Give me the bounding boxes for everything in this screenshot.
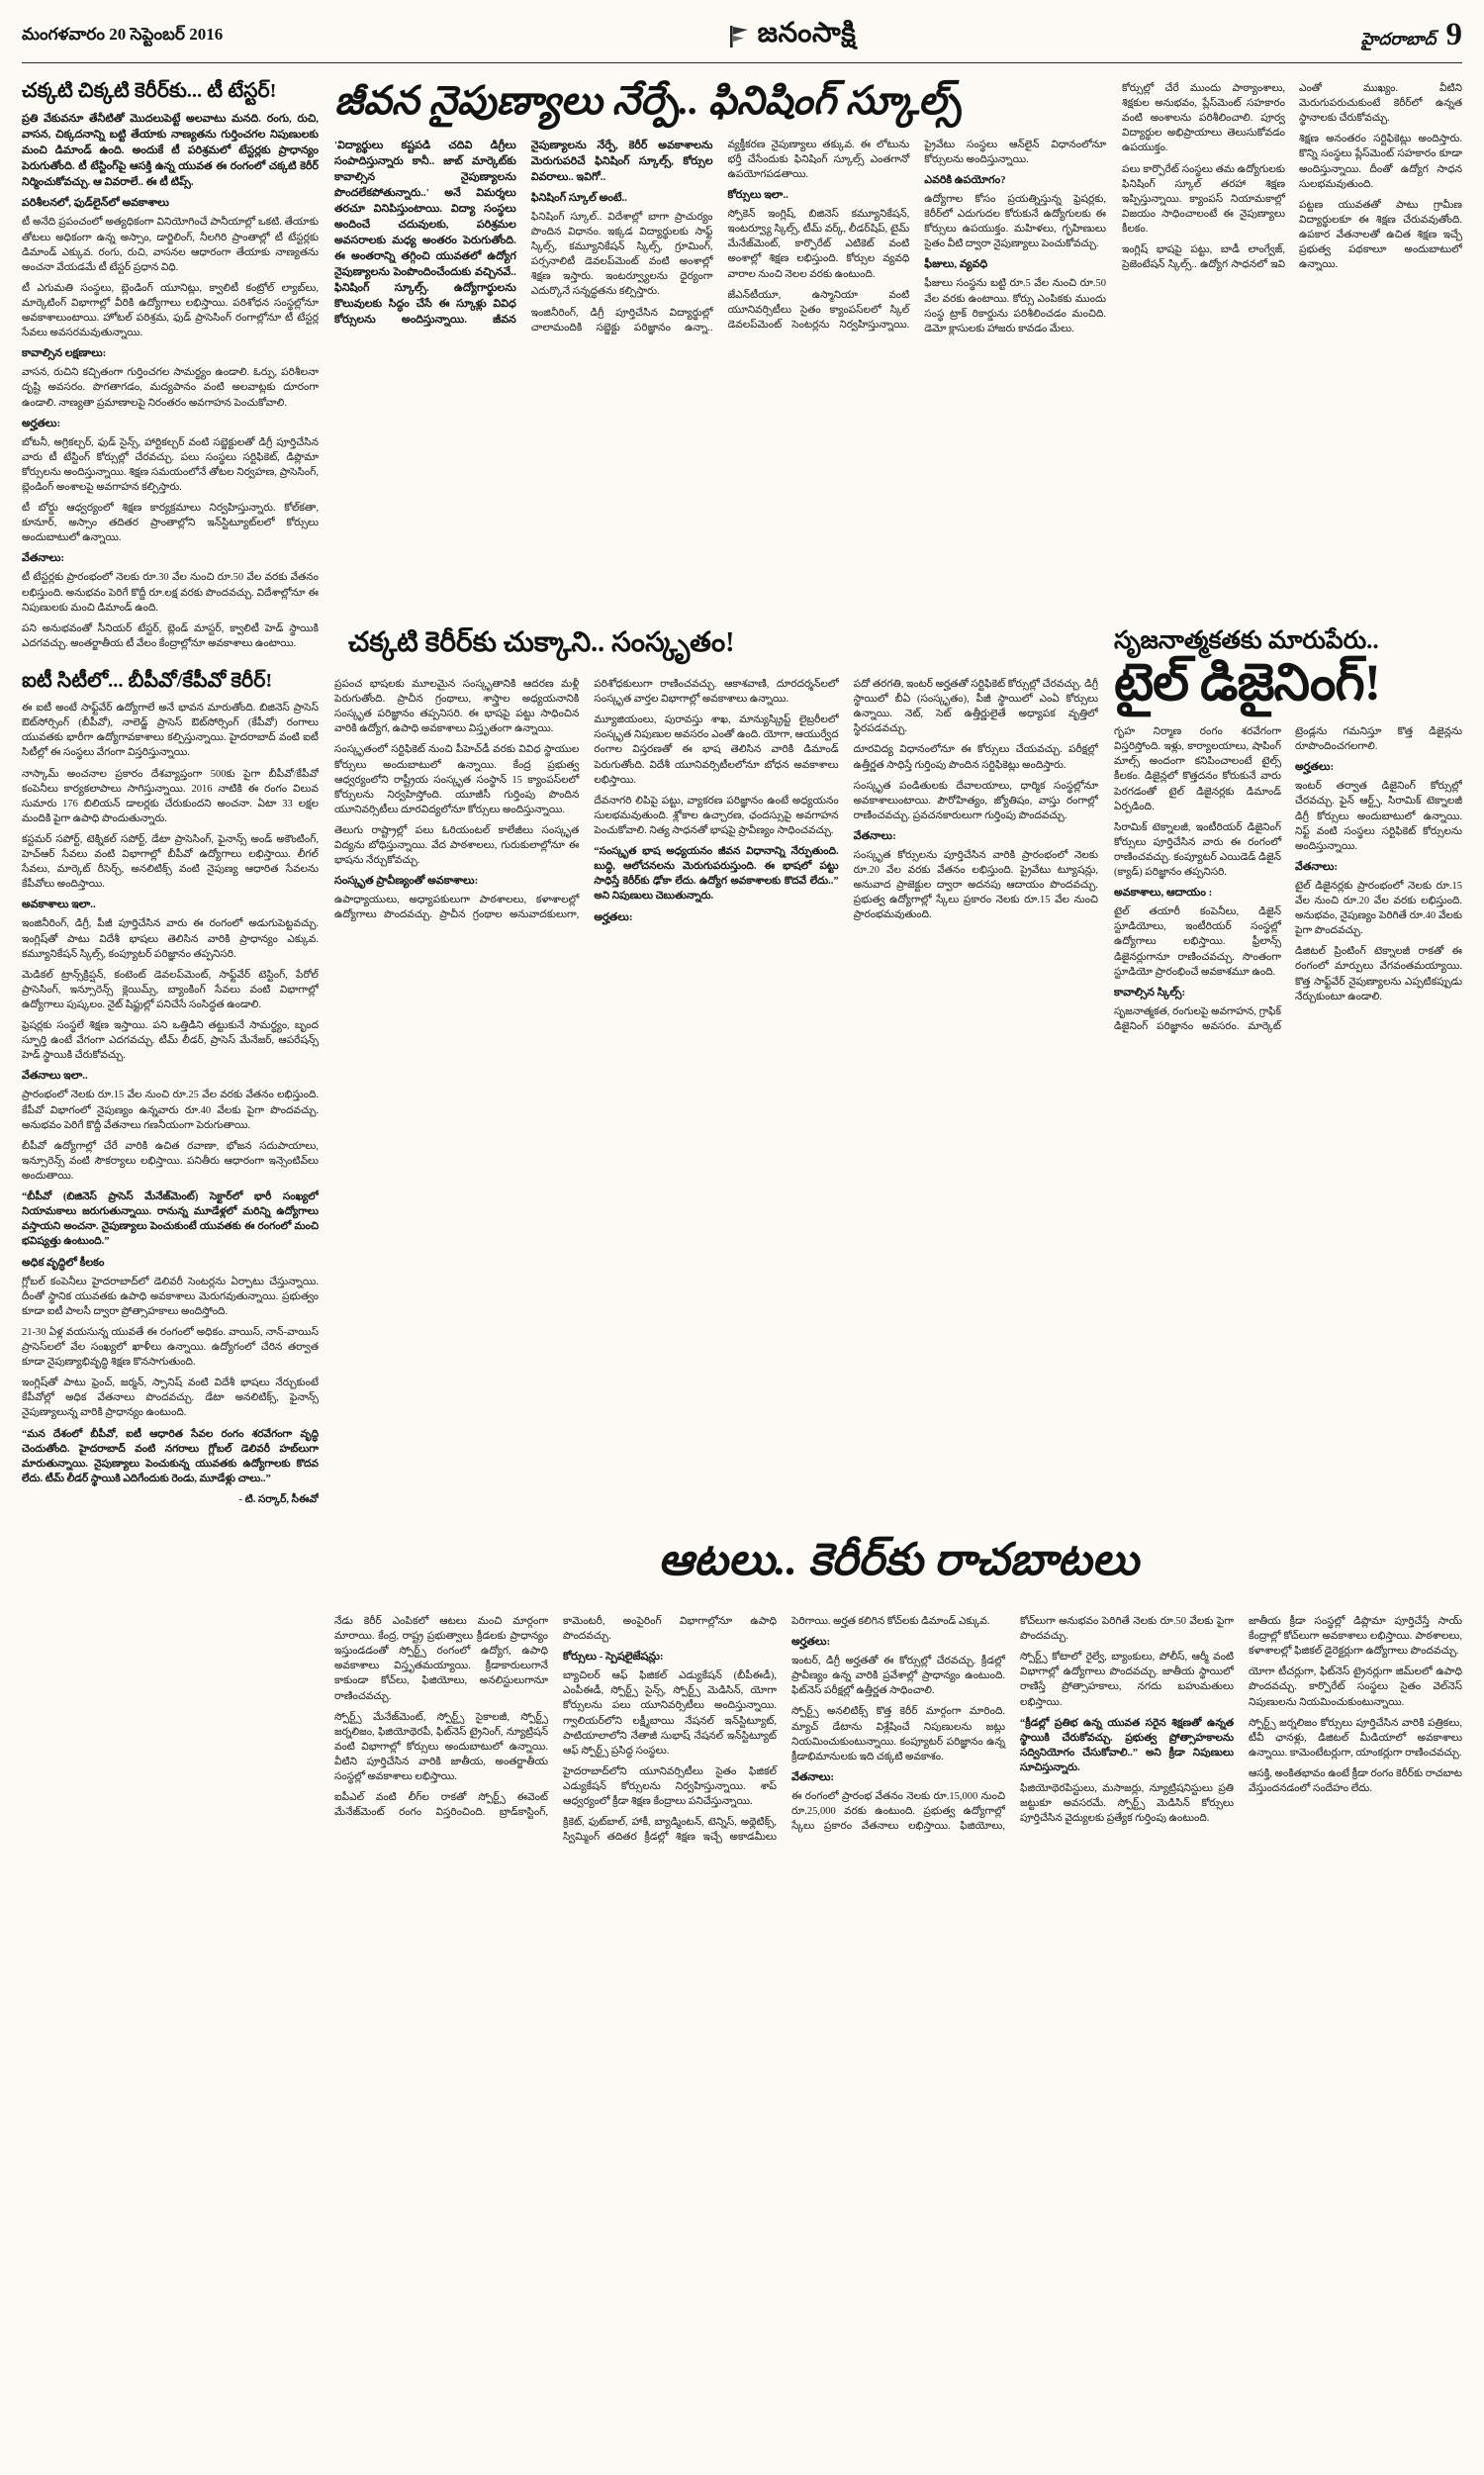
subhead: అర్హతలు: [22,417,61,429]
article-sports [334,1534,1462,2394]
paragraph: ఇంగ్లిష్ భాషపై పట్టు, బాడీ లాంగ్వేజ్, ప్రెజెంటేషన్ స్కిల్స్.. ఉద్యోగ సాధనలో ఇవి ఎంతో ముఖ్యం. వీటిని మెరుగుపరుచుకుంటే కెరీర్‌లో ఉన్నత స్థానాలకు చేరుకోవచ్చు. [1122,83,1462,271]
paragraph: శిక్షణ అనంతరం సర్టిఫికెట్లు అందిస్తారు. కొన్ని సంస్థలు ప్లేస్‌మెంట్ సహకారం కూడా అందిస్తున్నాయి. దీంతో ఉద్యోగ సాధన సులభమవుతుంది. [1299,134,1462,190]
paragraph: మెడికల్ ట్రాన్స్‌క్రిప్షన్, కంటెంట్ డెవలప్‌మెంట్, సాఫ్ట్‌వేర్ టెస్టింగ్, పేరోల్ ప్రాసెసింగ్, ఇన్సూరెన్స్ క్లెయిమ్స్, బ్యాంకింగ్ సేవలు వంటి విభాగాల్లో ఉద్యోగాలు పుష్కలం. నైట్ షిఫ్టుల్లో పనిచేసే సంసిద్ధత ఉండాలి. [22,969,319,1010]
subhead: కోర్సులు - స్పెషలైజేషన్లు: [563,1651,664,1664]
paragraph: టీ టేస్టర్లకు ప్రారంభంలో నెలకు రూ.30 వేల నుంచి రూ.50 వేల వరకు వేతనం లభిస్తుంది. అనుభవం పెరిగే కొద్దీ రూ.లక్ష వరకు పొందవచ్చు. విదేశాల్లోనూ ఈ నిపుణులకు మంచి డిమాండ్ ఉంది. [22,572,319,614]
paragraph: స్పోకెన్ ఇంగ్లిష్, బిజినెస్ కమ్యూనికేషన్, ఇంటర్వ్యూ స్కిల్స్, టీమ్ వర్క్, లీడర్‌షిప్, టైమ్ మేనేజ్‌మెంట్, కార్పొరేట్ ఎటికెట్ వంటి అంశాల్లో శిక్షణ లభిస్తుంది. కోర్సుల వ్యవధి వారాల నుంచి నెలల వరకు ఉంటుంది. [727,209,910,280]
edition-block [1361,19,1462,53]
subhead: వేతనాలు: [1295,860,1339,873]
paragraph: ఫిజియోథెరపిస్టులు, మసాజర్లు, న్యూట్రిషనిస్టులు ప్రతి జట్టుకూ అవసరమే. స్పోర్ట్స్ మెడిసిన్ కోర్సులు పూర్తిచేసిన వైద్యులకు ప్రత్యేక గుర్తింపు ఉంటుంది. [1020,1783,1234,1825]
paragraph: పలు కార్పొరేట్ సంస్థలు తమ ఉద్యోగులకు ఫినిషింగ్ స్కూల్ తరహా శిక్షణ ఇప్పిస్తున్నాయి. క్యాంపస్ నియామకాల్లో విజయం సాధించాలంటే ఈ నైపుణ్యాలు కీలకం. [1122,163,1285,235]
article-tea-taster [22,79,319,651]
paragraph: సంస్కృత కోర్సులను పూర్తిచేసిన వారికి ప్రారంభంలో నెలకు రూ.20 వేల వరకు వేతనం లభిస్తుంది. ప్రైవేటు ట్యూషన్లు, అనువాద ప్రాజెక్టుల ద్వారా అదనపు ఆదాయం పొందవచ్చు. ప్రభుత్వ ఉద్యోగాల్లో స్కేలు ప్రకారం నెలకు రూ.15 వేల నుంచి ప్రారంభమవుతుంది. [853,849,1098,921]
sports-body [334,1614,1462,2394]
sports-headline: ఆటలు.. కెరీర్‌కు రాచబాటలు [658,1535,1139,1584]
page-body [22,63,1462,2453]
tea-taster-headline: చక్కటి చిక్కటి కెరీర్‌కు... టీ టేస్టర్! [22,80,277,102]
page-header [22,0,1462,63]
paragraph: పని అనుభవంతో సీనియర్ టేస్టర్, బ్లెండ్ మాస్టర్, క్వాలిటీ హెడ్ స్థాయికి ఎదగవచ్చు. అంతర్జాతీయ టీ వేలం కేంద్రాల్లోనూ అవకాశాలు ఉంటాయి. [22,622,319,649]
paragraph: డిజిటల్ ప్రింటింగ్ టెక్నాలజీ రాకతో ఈ రంగంలో మార్పులు వేగవంతమయ్యాయి. కొత్త సాఫ్ట్‌వేర్ నైపుణ్యాలను ఎప్పటికప్పుడు నేర్చుకుంటూ ఉండాలి. [1295,946,1462,1002]
paragraph: గ్లోబల్ కంపెనీలు హైదరాబాద్‌లో డెలివరీ సెంటర్లను ఏర్పాటు చేస్తున్నాయి. దీంతో స్థానిక యువతకు ఉపాధి అవకాశాలు మెరుగవుతున్నాయి. ప్రభుత్వం కూడా ఐటీ పాలసీ ద్వారా ప్రోత్సాహకాలు అందిస్తోంది. [22,1276,319,1317]
subhead: అర్హతలు: [594,910,633,923]
paragraph: టైల్ డిజైనర్లకు ప్రారంభంలో నెలకు రూ.15 వేల నుంచి రూ.20 వేల వరకు లభిస్తుంది. అనుభవం, నైపుణ్యం పెరిగితే రూ.40 వేలకు పైగా పొందవచ్చు. [1295,880,1462,937]
subhead: ఫీజులు, వ్యవధి [924,258,988,271]
paragraph: నేడు కెరీర్ ఎంపికలో ఆటలు మంచి మార్గంగా మారాయి. కేంద్ర, రాష్ట్ర ప్రభుత్వాలు క్రీడలకు ప్రాధాన్యం ఇస్తుండడంతో స్పోర్ట్స్ రంగంలో ఉద్యోగ, ఉపాధి అవకాశాలు విస్తృతమయ్యాయి. క్రీడాకారులుగానే కాకుండా కోచ్‌లు, ఫిజియోలు, అనలిస్టులుగానూ రాణించవచ్చు. [334,1616,548,1702]
subhead: అర్హతలు: [1295,761,1335,774]
subhead: సంస్కృత ప్రావీణ్యంతో అవకాశాలు: [334,875,479,888]
paragraph: నాస్కామ్ అంచనాల ప్రకారం దేశవ్యాప్తంగా 500కు పైగా బీపీవో/కేపీవో కంపెనీలు కార్యకలాపాలు సాగిస్తున్నాయి. 2016 నాటికి ఈ రంగం విలువ సుమారు 176 బిలియన్ డాలర్లకు చేరుకుందని అంచనా. ఏటా 33 లక్షల మందికి పైగా ఉపాధి పొందుతున్నారు. [22,768,319,824]
subhead: అవకాశాలు, ఆదాయం : [1114,887,1213,900]
paragraph: ఉద్యోగాల కోసం ప్రయత్నిస్తున్న ఫ్రెషర్లకు, కెరీర్‌లో ఎదుగుదల కోరుకునే ఉద్యోగులకు ఈ కోర్సులు ఉపయుక్తం. మహిళలు, గృహిణులు సైతం వీటి ద్వారా నైపుణ్యాలు పెంచుకోవచ్చు. [924,194,1106,250]
finishing-headline: జీవన నైపుణ్యాలు నేర్పే.. ఫినిషింగ్ స్కూల్స్ [334,78,962,123]
paragraph: సిరామిక్ టెక్నాలజీ, ఇంటీరియర్ డిజైనింగ్ కోర్సులు పూర్తిచేసిన వారు ఈ రంగంలో రాణించవచ్చు. కంప్యూటర్ ఎయిడెడ్ డిజైన్ (క్యాడ్) పరిజ్ఞానం తప్పనిసరి. [1114,821,1281,879]
paragraph: 21-30 ఏళ్ల వయసున్న యువతే ఈ రంగంలో అధికం. వాయిస్, నాన్-వాయిస్ ప్రాసెస్‌లలో వేల సంఖ్యలో ఖాళీలు ఉన్నాయి. ఉద్యోగంలో చేరిన తర్వాత కూడా నైపుణ్యాభివృద్ధి శిక్షణ కొనసాగుతుంది. [22,1326,319,1369]
paragraph: ఈ రంగంలో ప్రారంభ వేతనం నెలకు రూ.15,000 నుంచి రూ.25,000 వరకు ఉంటుంది. ప్రభుత్వ ఉద్యోగాల్లో స్కేలు ప్రకారం వేతనాలు లభిస్తాయి. ఫిజియోలు, కోచ్‌లుగా అనుభవం పెరిగితే నెలకు రూ.50 వేలకు పైగా పొందవచ్చు. [791,1616,1234,1833]
subhead: వేతనాలు: [22,552,65,565]
paragraph: సంస్కృతంలో సర్టిఫికెట్ నుంచి పీహెచ్‌డీ వరకు వివిధ స్థాయుల కోర్సులు అందుబాటులో ఉన్నాయి. కేంద్ర ప్రభుత్వ ఆధ్వర్యంలోని రాష్ట్రీయ సంస్కృత సంస్థాన్ 15 క్యాంపస్‌లలో కోర్సులను నిర్వహిస్తోంది. యూజీసీ గుర్తింపు పొందిన యూనివర్సిటీలు దూరవిద్యలోనూ కోర్సులు అందిస్తున్నాయి. [334,744,580,815]
paragraph: స్పోర్ట్స్ అనలిటిక్స్ కొత్త కెరీర్ మార్గంగా మారింది. మ్యాచ్ డేటాను విశ్లేషించే నిపుణులను జట్లు నియమించుకుంటున్నాయి. కంప్యూటర్ పరిజ్ఞానం ఉన్న క్రీడాభిమానులకు ఇది చక్కటి అవకాశం. [791,1706,1005,1762]
paragraph: ఆసక్తి, అంకితభావం ఉంటే క్రీడా రంగం కెరీర్‌కు రాచబాట వేస్తుందనడంలో సందేహం లేదు. [1249,1767,1462,1795]
masthead-logo-icon [728,25,750,48]
paragraph: వాసన, రుచిని కచ్చితంగా గుర్తించగల సామర్థ్యం ఉండాలి. ఓర్పు, పరిశీలనా దృష్టి అవసరం. పొగతాగడం, మద్యపానం వంటి అలవాట్లకు దూరంగా ఉండాలి. నాణ్యతా ప్రమాణాలపై నిరంతరం అవగాహన పెంచుకోవాలి. [22,367,319,409]
paragraph: టీ ఎగుమతి సంస్థలు, బ్లెండింగ్ యూనిట్లు, క్వాలిటీ కంట్రోల్ ల్యాబ్‌లు, మార్కెటింగ్ విభాగాల్లో వీరికి ఉద్యోగాలు లభిస్తాయి. పరిశోధన సంస్థల్లోనూ అవకాశాలుంటాయి. హోటల్ పరిశ్రమ, ఫుడ్ ప్రాసెసింగ్ రంగాల్లోనూ టీ టేస్టర్ల సేవలు అవసరమవుతున్నాయి. [22,282,319,339]
paragraph: ఇంజినీరింగ్, డిగ్రీ పూర్తిచేసిన విద్యార్థుల్లో చాలామందికి సబ్జెక్టు పరిజ్ఞానం ఉన్నా.. వ్యక్తీకరణ నైపుణ్యాలు తక్కువ. ఈ లోటును భర్తీ చేసేందుకు ఫినిషింగ్ స్కూల్స్ ఎంతగానో ఉపయోగపడతాయి. [530,139,910,333]
paragraph: గృహ నిర్మాణ రంగం శరవేగంగా విస్తరిస్తోంది. ఇళ్లు, కార్యాలయాలు, షాపింగ్ మాల్స్ అందంగా కనిపించాలంటే టైల్స్ కీలకం. డిజైన్లలో కొత్తదనం కోరుకునే వారు పెరగడంతో టైల్ డిజైనర్లకు డిమాండ్ ఏర్పడింది. [1114,726,1281,812]
subhead: పరిశీలనలో, ఫుడ్‌లైన్‌లో అవకాశాలు [22,197,169,210]
subhead: అధిక వృద్ధిలో కీలకం [22,1256,105,1269]
paragraph: - టి. సర్కార్, సీఈవో [238,1493,319,1505]
subhead: వేతనాలు ఇలా.. [22,1070,88,1083]
paragraph: “బీపీవో (బిజినెస్ ప్రాసెస్ మేనేజ్‌మెంట్) సెక్టార్‌లో భారీ సంఖ్యలో నియామకాలు జరుగుతున్నాయి. రానున్న మూడేళ్లలో మరిన్ని ఉద్యోగాలు వస్తాయని అంచనా. నైపుణ్యాలు పెంచుకుంటే యువతకు ఈ రంగంలో మంచి భవిష్యత్తు ఉంటుంది.” [22,1191,319,1248]
paragraph: స్పోర్ట్స్ కోటాలో రైల్వే, బ్యాంకులు, పోలీస్, ఆర్మీ వంటి విభాగాల్లో ఉద్యోగాలు పొందవచ్చు. జాతీయ స్థాయిలో రాణిస్తే ప్రోత్సాహకాలు, నగదు బహుమతులు లభిస్తాయి. [1020,1652,1234,1708]
finishing-sidebar [1122,77,1462,608]
paragraph: జాతీయ క్రీడా సంస్థల్లో డిప్లొమా పూర్తిచేస్తే సాయ్ కేంద్రాల్లో కోచ్‌లుగా అవకాశాలు లభిస్తాయి. పాఠశాలలు, కళాశాలల్లో ఫిజికల్ డైరెక్టర్లుగా ఉద్యోగాలు పొందవచ్చు. [1249,1616,1462,1658]
subhead: కావాల్సిన లక్షణాలు: [22,347,107,360]
paragraph: కోర్సుల్లో చేరే ముందు పాఠ్యాంశాలు, శిక్షకుల అనుభవం, ప్లేస్‌మెంట్ సహకారం వంటి అంశాలను పరిశీలించాలి. పూర్వ విద్యార్థుల అభిప్రాయాలు తెలుసుకోవడం ఉపయుక్తం. [1122,83,1285,154]
paragraph: ఇంజినీరింగ్, డిగ్రీ, పీజీ పూర్తిచేసిన వారు ఈ రంగంలో అడుగుపెట్టవచ్చు. ఇంగ్లిష్‌తో పాటు విదేశీ భాషలు తెలిసిన వారికి ప్రాధాన్యం ఎక్కువ. కమ్యూనికేషన్ స్కిల్స్, కంప్యూటర్ పరిజ్ఞానం తప్పనిసరి. [22,918,319,960]
paragraph: స్పోర్ట్స్ జర్నలిజం కోర్సులు పూర్తిచేసిన వారికి పత్రికలు, టీవీ ఛానళ్లు, డిజిటల్ మీడియాలో అవకాశాలు ఉన్నాయి. కామెంటేటర్లుగా, యాంకర్లుగా రాణించవచ్చు. [1249,1717,1462,1759]
paragraph: ఫీజులు సంస్థను బట్టి రూ.5 వేల నుంచి రూ.50 వేల వరకు ఉంటాయి. కోర్సు ఎంపికకు ముందు సంస్థ ట్రాక్ రికార్డును పరిశీలించడం మంచిది. డెమో క్లాసులకు హాజరు కావడం మేలు. [924,278,1106,334]
bpo-kpo-body [22,701,319,1507]
subhead: కోర్సులు ఇలా.. [727,189,788,202]
finishing-main [334,77,1106,608]
paragraph: ఐపీఎల్ వంటి లీగ్‌ల రాకతో స్పోర్ట్స్ ఈవెంట్ మేనేజ్‌మెంట్ రంగం విస్తరించింది. బ్రాడ్‌కాస్టింగ్, కామెంటరీ, అంపైరింగ్ విభాగాల్లోనూ ఉపాధి పొందవచ్చు. [334,1616,777,1819]
paragraph: బ్యాచిలర్ ఆఫ్ ఫిజికల్ ఎడ్యుకేషన్ (బీపీఈడీ), ఎంపీఈడీ, స్పోర్ట్స్ సైన్స్, స్పోర్ట్స్ మెడిసిన్, యోగా కోర్సులను పలు యూనివర్సిటీలు అందిస్తున్నాయి. గ్వాలియర్‌లోని లక్ష్మీబాయి నేషనల్ ఇన్‌స్టిట్యూట్, పాటియాలాలోని నేతాజీ సుభాష్ నేషనల్ ఇన్‌స్టిట్యూట్ ఆఫ్ స్పోర్ట్స్ ప్రసిద్ధ సంస్థలు. [563,1670,777,1757]
sanskrit-body [334,677,1098,1514]
subhead: కావాల్సిన స్కిల్స్: [1114,986,1186,999]
sanskrit-headline: చక్కటి కెరీర్‌కు చుక్కాని.. సంస్కృతం! [348,627,735,658]
article-tile-designing [1114,627,1462,1514]
paragraph: తెలుగు రాష్ట్రాల్లో పలు ఓరియంటల్ కాలేజీలు సంస్కృత విద్యను బోధిస్తున్నాయి. వేద పాఠశాలలు, గురుకులాల్లోనూ ఈ భాషను నేర్చుకోవచ్చు. [334,824,580,867]
paragraph: బోటనీ, అగ్రికల్చర్, ఫుడ్ సైన్స్, హార్టికల్చర్ వంటి సబ్జెక్టులతో డిగ్రీ పూర్తిచేసిన వారు టీ టేస్టింగ్ కోర్సుల్లో చేరవచ్చు. పలు సంస్థలు సర్టిఫికెట్, డిప్లొమా కోర్సులను అందిస్తున్నాయి. శిక్షణ సమయంలోనే తోటల నిర్వహణ, ప్రాసెసింగ్, బ్లెండింగ్ అంశాలపై అవగాహన కల్పిస్తారు. [22,436,319,493]
finishing-body [334,138,1106,585]
paragraph: యోగా టీచర్లుగా, ఫిట్‌నెస్ ట్రైనర్లుగా జిమ్‌లలో ఉపాధి పొందవచ్చు. కార్పొరేట్ సంస్థలు సైతం వెల్‌నెస్ నిపుణులను నియమించుకుంటున్నాయి. [1249,1666,1462,1708]
paragraph: హైదరాబాద్‌లోని యూనివర్సిటీలు సైతం ఫిజికల్ ఎడ్యుకేషన్ కోర్సులను నిర్వహిస్తున్నాయి. శాప్ ఆధ్వర్యంలో క్రీడా శిక్షణ కేంద్రాలు పనిచేస్తున్నాయి. [563,1765,777,1808]
middle-row [334,627,1462,1514]
subhead: ఫినిషింగ్ స్కూల్ అంటే.. [530,191,627,204]
paragraph: జేఎన్‌టీయూ, ఉస్మానియా వంటి యూనివర్సిటీలు సైతం క్యాంపస్‌లలో స్కిల్ డెవలప్‌మెంట్ సెంటర్లను నిర్వహిస్తున్నాయి. ప్రైవేటు సంస్థలు ఆన్‌లైన్ విధానంలోనూ కోర్సులను అందిస్తున్నాయి. [727,139,1106,331]
paragraph: “మన దేశంలో బీపీవో, ఐటీ ఆధారిత సేవల రంగం శరవేగంగా వృద్ధి చెందుతోంది. హైదరాబాద్ వంటి నగరాలు గ్లోబల్ డెలివరీ హబ్‌లుగా మారుతున్నాయి. నైపుణ్యాలు పెంచుకున్న యువతకు ఉద్యోగాలకు కొదవ లేదు. టీమ్ లీడర్ స్థాయికి ఎదిగేందుకు రెండు, మూడేళ్లు చాలు..” [22,1428,319,1484]
paragraph: స్పోర్ట్స్ మేనేజ్‌మెంట్, స్పోర్ట్స్ సైకాలజీ, స్పోర్ట్స్ జర్నలిజం, ఫిజియోథెరపీ, ఫిట్‌నెస్ ట్రైనింగ్, న్యూట్రిషన్ వంటి విభాగాల్లో కోర్సులు అందుబాటులో ఉన్నాయి. వీటిని పూర్తిచేసిన వారికి జాతీయ, అంతర్జాతీయ సంస్థల్లో అవకాశాలు లభిస్తాయి. [334,1711,548,1783]
paragraph: ప్రారంభంలో నెలకు రూ.15 వేల నుంచి రూ.25 వేల వరకు వేతనం లభిస్తుంది. కేపీవో విభాగంలో నైపుణ్యం ఉన్నవారు రూ.40 వేలకు పైగా పొందవచ్చు. అనుభవం పెరిగే కొద్దీ వేతనాలు గణనీయంగా పెరుగుతాయి. [22,1090,319,1131]
paragraph: ఇంటర్, డిగ్రీ అర్హతతో ఈ కోర్సుల్లో చేరవచ్చు. క్రీడల్లో ప్రావీణ్యం ఉన్న వారికి ప్రవేశాల్లో ప్రాధాన్యం ఉంటుంది. ఫిట్‌నెస్ పరీక్షల్లో ఉత్తీర్ణత సాధించాలి. [791,1656,1005,1697]
main-column [334,77,1462,2453]
paragraph: సృజనాత్మకత, రంగులపై అవగాహన, గ్రాఫిక్ డిజైనింగ్ పరిజ్ఞానం అవసరం. మార్కెట్ ట్రెండ్లను గమనిస్తూ కొత్త డిజైన్లను రూపొందించగలగాలి. [1114,726,1462,1032]
paragraph: ఇంటర్ తర్వాత డిజైనింగ్ కోర్సుల్లో చేరవచ్చు. ఫైన్ ఆర్ట్స్, సిరామిక్ టెక్నాలజీ డిగ్రీ కోర్సులు అందుబాటులో ఉన్నాయి. నిఫ్ట్ వంటి సంస్థలు సర్టిఫికెట్ కోర్సులను అందిస్తున్నాయి. [1295,781,1462,852]
tile-kicker: సృజనాత్మకతకు మారుపేరు.. [1114,627,1379,654]
subhead: ఎవరికి ఉపయోగం? [924,174,1006,187]
paragraph: టీ బోర్డు ఆధ్వర్యంలో శిక్షణ కార్యక్రమాలు నిర్వహిస్తున్నారు. కోల్‌కతా, కూనూర్, అస్సాం తదితర ప్రాంతాల్లోని ఇన్‌స్టిట్యూట్‌లలో కోర్సులు అందుబాటులో ఉన్నాయి. [22,503,319,544]
paragraph: పట్టణ యువతతో పాటు గ్రామీణ విద్యార్థులకూ ఈ శిక్షణ చేరువవుతోంది. ఉపకార వేతనాలతో ఉచిత శిక్షణ ఇచ్చే ప్రభుత్వ పథకాలూ అందుబాటులో ఉన్నాయి. [1299,199,1462,271]
tea-taster-body [22,197,319,651]
paragraph: దేవనాగరి లిపిపై పట్టు, వ్యాకరణ పరిజ్ఞానం ఉంటే అధ్యయనం సులభమవుతుంది. శ్లోకాల ఉచ్చారణ, ఛందస్సుపై అవగాహన పెంచుకోవాలి. నిత్య సాధనతో భాషపై ప్రావీణ్యం సాధించవచ్చు. [594,795,839,836]
paragraph: దూరవిద్య విధానంలోనూ ఈ కోర్సులు చేయవచ్చు. పరీక్షల్లో ఉత్తీర్ణత సాధిస్తే గుర్తింపు పొందిన సర్టిఫికెట్లు అందిస్తారు. [853,744,1098,771]
paragraph: క్రికెట్, ఫుట్‌బాల్, హాకీ, బ్యాడ్మింటన్, టెన్నిస్, అథ్లెటిక్స్, స్విమ్మింగ్ తదితర క్రీడల్లో శిక్షణ ఇచ్చే అకాడమీలు పెరిగాయి. అర్హత కలిగిన కోచ్‌లకు డిమాండ్ ఎక్కువ. [563,1616,990,1844]
paragraph: మ్యూజియంలు, పురావస్తు శాఖ, మాన్యుస్క్రిప్ట్ లైబ్రరీలలో సంస్కృత నిపుణుల అవసరం ఎంతో ఉంది. యోగా, ఆయుర్వేద రంగాల విస్తరణతో ఈ భాష తెలిసిన వారికి డిమాండ్ పెరుగుతోంది. విదేశీ యూనివర్సిటీలలోనూ బోధన అవకాశాలు లభిస్తాయి. [594,714,839,786]
paragraph: ఇంగ్లిష్‌తో పాటు ఫ్రెంచ్, జర్మన్, స్పానిష్ వంటి విదేశీ భాషలు నేర్చుకుంటే కేపీవోల్లో అధిక వేతనాలు పొందవచ్చు. డేటా అనలిటిక్స్, ఫైనాన్స్ నైపుణ్యాలున్న వారికి ప్రాధాన్యం ఉంటుంది. [22,1378,319,1419]
bpo-kpo-headline: ఐటీ సిటీలో... బీపీవో/కేపీవో కెరీర్! [22,669,273,692]
paragraph: కస్టమర్ సపోర్ట్, టెక్నికల్ సపోర్ట్, డేటా ప్రాసెసింగ్, ఫైనాన్స్ అండ్ అకౌంటింగ్, హెచ్ఆర్ సేవలు వంటి విభాగాల్లో బీపీవో ఉద్యోగాలు లభిస్తాయి. లీగల్ సేవలు, మార్కెట్ రీసెర్చ్, అనలిటిక్స్ వంటి నైపుణ్య ఆధారిత సేవలను కేపీవోలు అందిస్తాయి. [22,834,319,891]
masthead-title: జనంసాక్షి [757,17,857,48]
left-column [22,77,319,2453]
article-finishing-schools [334,77,1462,608]
paragraph: “క్రీడల్లో ప్రతిభ ఉన్న యువత సరైన శిక్షణతో ఉన్నత స్థాయికి చేరుకోవచ్చు. ప్రభుత్వ ప్రోత్సాహకాలను సద్వినియోగం చేసుకోవాలి..” అని క్రీడా నిపుణులు సూచిస్తున్నారు. [1020,1717,1234,1773]
tea-taster-intro: ప్రతి వేకువనూ తేనీటితో మొదలుపెట్టే అలవాటు మనది. రంగు, రుచి, వాసన, చిక్కదనాన్ని బట్టి తేయాకు నాణ్యతను గుర్తించగల నిపుణులకు మంచి డిమాండ్ ఉంది. అందుకే టీ పరిశ్రమలో టేస్టర్లకు ప్రాధాన్యం పెరుగుతోంది. టీ టేస్టింగ్‌పై ఆసక్తి ఉన్న యువత ఈ రంగంలో చక్కటి కెరీర్ నిర్మించుకోవచ్చు. ఆ వివరాలే.. ఈ టీ టిప్స్. [22,113,319,189]
paragraph: ఉపాధ్యాయులు, అధ్యాపకులుగా పాఠశాలలు, కళాశాలల్లో ఉద్యోగాలు పొందవచ్చు. ప్రాచీన గ్రంథాల అనువాదకులుగా, పరిశోధకులుగా రాణించవచ్చు. ఆకాశవాణి, దూరదర్శన్‌లలో సంస్కృత వార్తల విభాగాల్లో అవకాశాలు ఉన్నాయి. [334,679,839,921]
paragraph: పదో తరగతి, ఇంటర్ అర్హతతో సర్టిఫికెట్ కోర్సుల్లో చేరవచ్చు. డిగ్రీ స్థాయిలో బీఏ (సంస్కృతం), పీజీ స్థాయిలో ఎంఏ కోర్సులు ఉన్నాయి. నెట్, సెట్ ఉత్తీర్ణులైతే అధ్యాపక వృత్తిలో స్థిరపడవచ్చు. [853,679,1098,735]
subhead: వేతనాలు: [853,829,896,842]
article-sanskrit [334,627,1098,1514]
subhead: అవకాశాలు ఇలా.. [22,899,96,911]
paragraph: 'విద్యార్థులు కష్టపడి చదివి డిగ్రీలు సంపాదిస్తున్నారు కానీ.. జాబ్ మార్కెట్‌కు కావాల్సిన నైపుణ్యాలను పొందలేకపోతున్నారు..' అనే విమర్శలు తరచూ వినిపిస్తుంటాయి. విద్యా సంస్థలు అందించే చదువులకు, పరిశ్రమల అవసరాలకు మధ్య అంతరం పెరుగుతోంది. ఈ అంతరాన్ని తగ్గించి యువతలో ఉద్యోగ నైపుణ్యాలను పెంపొందించేందుకు వచ్చినవే.. ఫినిషింగ్ స్కూల్స్. ఉద్యోగార్థులను కొలువులకు సిద్ధం చేసే ఈ స్కూళ్లు వివిధ కోర్సులను అందిస్తున్నాయి. జీవన నైపుణ్యాలను నేర్పే, కెరీర్ అవకాశాలను మెరుగుపరిచే ఫినిషింగ్ స్కూల్స్, కోర్సుల వివరాలు.. ఇవిగో.. [334,139,713,327]
paragraph: సంస్కృత పండితులకు దేవాలయాలు, ధార్మిక సంస్థల్లోనూ అవకాశాలుంటాయి. పౌరోహిత్యం, జ్యోతిషం, వాస్తు రంగాల్లో రాణించవచ్చు. ప్రవచనకారులుగా గుర్తింపు పొందవచ్చు. [853,780,1098,821]
paragraph: టైల్ తయారీ కంపెనీలు, డిజైన్ స్టూడియోలు, ఇంటీరియర్ సంస్థల్లో ఉద్యోగాలు లభిస్తాయి. ఫ్రీలాన్స్ డిజైనర్లుగానూ రాణించవచ్చు. సొంతంగా స్టూడియో ప్రారంభించే అవకాశమూ ఉంది. [1114,906,1281,978]
paragraph: టీ అనేది ప్రపంచంలో అత్యధికంగా వినియోగించే పానీయాల్లో ఒకటి. తేయాకు తోటలు అధికంగా ఉన్న అస్సాం, డార్జిలింగ్, నీలగిరి ప్రాంతాల్లో టీ టేస్టర్లకు డిమాండ్ ఎక్కువ. రంగు, రుచి, వాసనల ఆధారంగా తేయాకు నాణ్యతను అంచనా వేయడమే టీ టేస్టర్ ప్రధాన విధి. [22,217,319,273]
article-bpo-kpo [22,669,319,1507]
paragraph: “సంస్కృత భాష అధ్యయనం జీవన విధానాన్ని నేర్పుతుంది. బుద్ధి, ఆలోచనలను మెరుగుపరుస్తుంది. ఈ భాషలో పట్టు సాధిస్తే కెరీర్‌కు ఢోకా లేదు. ఉద్యోగ అవకాశాలకు కొదవే లేదు..” అని నిపుణులు చెబుతున్నారు. [594,846,839,903]
paragraph: ఫ్రెషర్లకు సంస్థలే శిక్షణ ఇస్తాయి. పని ఒత్తిడిని తట్టుకునే సామర్థ్యం, బృంద స్ఫూర్తి ఉంటే వేగంగా ఎదగవచ్చు. టీమ్ లీడర్, ప్రాసెస్ మేనేజర్, ఆపరేషన్స్ హెడ్ స్థాయికి చేరుకోవచ్చు. [22,1020,319,1062]
paragraph: ఫినిషింగ్ స్కూల్.. విదేశాల్లో బాగా ప్రాచుర్యం పొందిన విధానం. ఇక్కడ విద్యార్థులకు సాఫ్ట్ స్కిల్స్, కమ్యూనికేషన్ స్కిల్స్, గ్రూమింగ్, పర్సనాలిటీ డెవలప్‌మెంట్ వంటి అంశాల్లో శిక్షణ ఇస్తారు. ఇంటర్వ్యూలను ధైర్యంగా ఎదుర్కొనే సన్నద్ధతను కల్పిస్తారు. [530,211,713,298]
city-name: హైదరాబాద్ [1360,30,1437,48]
paragraph: బీపీవో ఉద్యోగాల్లో చేరే వారికి ఉచిత రవాణా, భోజన సదుపాయాలు, ఇన్సూరెన్స్ వంటి సౌకర్యాలు లభిస్తాయి. పనితీరు ఆధారంగా ఇన్సెంటివ్‌లు అందుతాయి. [22,1140,319,1182]
tile-body [1114,724,1462,1441]
masthead [728,18,857,55]
tile-headline: టైల్ డిజైనింగ్! [1114,654,1381,712]
page-number: 9 [1445,17,1462,52]
paragraph: ప్రపంచ భాషలకు మూలమైన సంస్కృతానికి ఆదరణ మళ్లీ పెరుగుతోంది. ప్రాచీన గ్రంథాలు, శాస్త్రాల అధ్యయనానికి సంస్కృత పరిజ్ఞానం తప్పనిసరి. ఈ భాషపై పట్టు సాధించిన వారికి ఉద్యోగ, ఉపాధి అవకాశాలు విస్తృతంగా ఉన్నాయి. [334,679,580,735]
paragraph: ఈ ఐటీ అంటే సాఫ్ట్‌వేర్ ఉద్యోగాలే అనే భావన మారుతోంది. బిజినెస్ ప్రాసెస్ ఔట్‌సోర్సింగ్ (బీపీవో), నాలెడ్జ్ ప్రాసెస్ ఔట్‌సోర్సింగ్ (కేపీవో) రంగాలు యువతకు భారీగా ఉద్యోగావకాశాలు కల్పిస్తున్నాయి. హైదరాబాద్ వంటి ఐటీ సిటీల్లో ఈ సంస్థలు వేగంగా విస్తరిస్తున్నాయి. [22,703,319,759]
subhead: వేతనాలు: [791,1770,835,1783]
edition-date: మంగళవారం 20 సెప్టెంబర్ 2016 [22,24,224,44]
subhead: అర్హతలు: [791,1636,831,1649]
